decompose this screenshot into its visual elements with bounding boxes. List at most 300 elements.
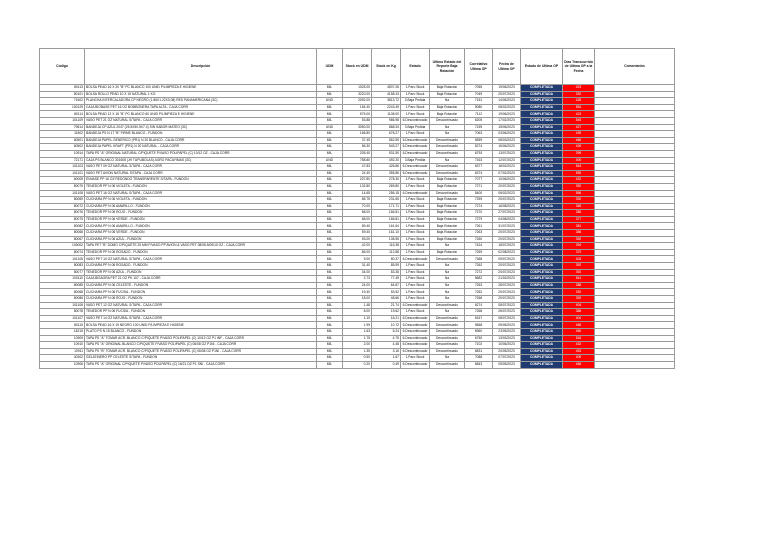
cell-codigo[interactable]: 80115 bbox=[40, 322, 85, 329]
cell-correlativo[interactable]: 7270 bbox=[465, 210, 493, 217]
cell-descripcion[interactable]: TENEDOR PP N 06 AZUL - FUNDON bbox=[85, 269, 317, 276]
cell-correlativo[interactable]: 6750 bbox=[465, 335, 493, 342]
cell-descripcion[interactable]: VASO PET 10 OZ NATURAL S/TAPA - CAJA CORR bbox=[85, 256, 317, 263]
cell-udm[interactable]: MIL bbox=[317, 203, 343, 210]
cell-ultimo-estado[interactable]: Baja Rotación bbox=[430, 236, 465, 243]
cell-codigo[interactable]: 80083 bbox=[40, 263, 85, 270]
cell-stock-kg[interactable]: 166.81 bbox=[372, 216, 401, 223]
cell-correlativo[interactable]: 6274 bbox=[465, 302, 493, 309]
cell-descripcion[interactable]: BOLSA PEAD 16 X 20 "B" PC BLANCO 100 UNID P/LIMPIEZA E HIGIENE bbox=[85, 85, 317, 92]
cell-ultimo-estado[interactable]: Na bbox=[430, 243, 465, 250]
cell-comentarios[interactable] bbox=[595, 144, 675, 151]
cell-codigo[interactable]: 80114 bbox=[40, 111, 85, 118]
cell-comentarios[interactable] bbox=[595, 256, 675, 263]
cell-codigo[interactable]: 100110 bbox=[40, 276, 85, 283]
cell-fecha-op[interactable]: 13/07/2023 bbox=[493, 150, 521, 157]
cell-stock-udm[interactable]: 2.73 bbox=[343, 276, 372, 283]
cell-dias[interactable]: 466 bbox=[563, 137, 595, 144]
cell-ultimo-estado[interactable]: Descontinuado bbox=[430, 322, 465, 329]
cell-comentarios[interactable] bbox=[595, 150, 675, 157]
cell-stock-udm[interactable]: 24.00 bbox=[343, 282, 372, 289]
cell-stock-kg[interactable]: 1.67 bbox=[372, 355, 401, 362]
cell-comentarios[interactable] bbox=[595, 157, 675, 164]
cell-fecha-op[interactable]: 20/07/2023 bbox=[493, 230, 521, 237]
cell-descripcion[interactable]: CUCHARA PP N 06 AMARILLO - FUNDON bbox=[85, 223, 317, 230]
cell-ultimo-estado[interactable]: Baja Rotación bbox=[430, 85, 465, 92]
cell-correlativo[interactable]: 6831 bbox=[465, 348, 493, 355]
cell-estado-op[interactable]: COMPLETADA bbox=[521, 177, 563, 184]
cell-estado-op[interactable]: COMPLETADA bbox=[521, 309, 563, 316]
cell-comentarios[interactable] bbox=[595, 98, 675, 105]
cell-comentarios[interactable] bbox=[595, 296, 675, 303]
cell-ultimo-estado[interactable]: Descontinuado bbox=[430, 150, 465, 157]
cell-dias[interactable]: 386 bbox=[563, 309, 595, 316]
cell-codigo[interactable]: 79614 bbox=[40, 124, 85, 131]
cell-fecha-op[interactable]: 20/07/2023 bbox=[493, 296, 521, 303]
cell-fecha-op[interactable]: 19/06/2023 bbox=[493, 85, 521, 92]
cell-fecha-op[interactable]: 02/08/2023 bbox=[493, 249, 521, 256]
cell-comentarios[interactable] bbox=[595, 342, 675, 349]
cell-estado[interactable]: 3.Baja Pedida bbox=[401, 98, 430, 105]
cell-dias[interactable]: 403 bbox=[563, 256, 595, 263]
cell-comentarios[interactable] bbox=[595, 289, 675, 296]
cell-dias[interactable]: 541 bbox=[563, 276, 595, 283]
cell-estado-op[interactable]: COMPLETADA bbox=[521, 355, 563, 362]
cell-dias[interactable]: 404 bbox=[563, 315, 595, 322]
cell-estado-op[interactable]: COMPLETADA bbox=[521, 124, 563, 131]
cell-udm[interactable]: MIL bbox=[317, 282, 343, 289]
cell-descripcion[interactable]: TAPA PET "B" DOMO C/PIQUETE 25 MM P/VASO PP AVION & VASO PET 08/08.5/09/10 OZ - CAJA CORR bbox=[85, 243, 317, 250]
cell-codigo[interactable]: 80082 bbox=[40, 223, 85, 230]
cell-codigo[interactable]: 103002 bbox=[40, 243, 85, 250]
cell-estado-op[interactable]: COMPLETADA bbox=[521, 328, 563, 335]
cell-estado[interactable]: 3.Baja Pedida bbox=[401, 157, 430, 164]
cell-stock-udm[interactable]: 47.83 bbox=[343, 164, 372, 171]
cell-stock-kg[interactable]: 135.55 bbox=[372, 236, 401, 243]
cell-descripcion[interactable]: BANDEJA PAPEL GENERICO (PR1) N 20 BLANCO - CAJA CORR bbox=[85, 137, 317, 144]
cell-ultimo-estado[interactable]: Descontinuado bbox=[430, 117, 465, 124]
cell-stock-kg[interactable]: 4.48 bbox=[372, 342, 401, 349]
cell-estado[interactable]: 1.Paro Stock bbox=[401, 223, 430, 230]
header-correlativo[interactable]: Correlativo Ultima OP bbox=[465, 49, 493, 85]
cell-comentarios[interactable] bbox=[595, 177, 675, 184]
cell-correlativo[interactable]: 7272 bbox=[465, 269, 493, 276]
cell-udm[interactable]: MIL bbox=[317, 269, 343, 276]
cell-estado[interactable]: 1.Paro Stock bbox=[401, 177, 430, 184]
cell-ultimo-estado[interactable]: Baja Rotación bbox=[430, 111, 465, 118]
cell-stock-udm[interactable]: 3220.00 bbox=[343, 91, 372, 98]
cell-stock-udm[interactable]: 166.80 bbox=[343, 131, 372, 138]
cell-stock-udm[interactable]: 154.40 bbox=[343, 104, 372, 111]
cell-stock-udm[interactable]: 53.00 bbox=[343, 236, 372, 243]
cell-estado[interactable]: 1.Paro Stock bbox=[401, 216, 430, 223]
cell-estado-op[interactable]: COMPLETADA bbox=[521, 203, 563, 210]
cell-estado-op[interactable]: COMPLETADA bbox=[521, 137, 563, 144]
cell-udm[interactable]: MIL bbox=[317, 361, 343, 368]
cell-estado[interactable]: 1.Paro Stock bbox=[401, 210, 430, 217]
cell-fecha-op[interactable]: 20/07/2023 bbox=[493, 269, 521, 276]
cell-correlativo[interactable]: 7049 bbox=[465, 91, 493, 98]
cell-correlativo[interactable]: 7274 bbox=[465, 203, 493, 210]
header-ultimo-estado[interactable]: Ultimo Estado del Reporte Baja Rotación bbox=[430, 49, 465, 85]
cell-stock-kg[interactable]: 986.98 bbox=[372, 117, 401, 124]
cell-dias[interactable]: 554 bbox=[563, 104, 595, 111]
cell-correlativo[interactable]: 7424 bbox=[465, 243, 493, 250]
cell-stock-kg[interactable]: 678.27 bbox=[372, 131, 401, 138]
cell-stock-udm[interactable]: 1.63 bbox=[343, 328, 372, 335]
header-udm[interactable]: UDM bbox=[317, 49, 343, 85]
cell-correlativo[interactable]: 5274 bbox=[465, 144, 493, 151]
cell-estado-op[interactable]: COMPLETADA bbox=[521, 223, 563, 230]
cell-stock-kg[interactable]: 85.59 bbox=[372, 263, 401, 270]
cell-estado[interactable]: 6.Descontinuado bbox=[401, 137, 430, 144]
cell-stock-udm[interactable]: 31.40 bbox=[343, 263, 372, 270]
cell-descripcion[interactable]: BANDEJA PS N 17 "B" FIRME BLANCO - FUNDON bbox=[85, 131, 317, 138]
cell-udm[interactable]: MIL bbox=[317, 144, 343, 151]
cell-codigo[interactable]: 10909 bbox=[40, 335, 85, 342]
cell-dias[interactable]: 545 bbox=[563, 117, 595, 124]
cell-udm[interactable]: MIL bbox=[317, 216, 343, 223]
cell-codigo[interactable]: 80067 bbox=[40, 236, 85, 243]
cell-udm[interactable]: MIL bbox=[317, 190, 343, 197]
cell-udm[interactable]: MIL bbox=[317, 315, 343, 322]
cell-fecha-op[interactable]: 12/07/2023 bbox=[493, 157, 521, 164]
cell-fecha-op[interactable]: 08/07/2023 bbox=[493, 315, 521, 322]
cell-stock-kg[interactable]: 112.88 bbox=[372, 249, 401, 256]
cell-stock-udm[interactable]: 56.30 bbox=[343, 144, 372, 151]
cell-correlativo[interactable]: 7269 bbox=[465, 249, 493, 256]
cell-stock-udm[interactable]: 1.99 bbox=[343, 322, 372, 329]
cell-dias[interactable]: 432 bbox=[563, 177, 595, 184]
cell-codigo[interactable]: 60005 bbox=[40, 177, 85, 184]
cell-stock-kg[interactable]: 231.65 bbox=[372, 197, 401, 204]
cell-stock-udm[interactable]: 37.45 bbox=[343, 137, 372, 144]
cell-estado-op[interactable]: COMPLETADA bbox=[521, 289, 563, 296]
cell-udm[interactable]: MIL bbox=[317, 335, 343, 342]
cell-descripcion[interactable]: CUCHARA PP N 06 FUCSIA - FUNDON bbox=[85, 289, 317, 296]
cell-correlativo[interactable]: 7112 bbox=[465, 111, 493, 118]
cell-stock-udm[interactable]: 1025.00 bbox=[343, 85, 372, 92]
cell-stock-kg[interactable]: 21.74 bbox=[372, 302, 401, 309]
cell-descripcion[interactable]: ENVASE PP 16 OZ REDONDO TRANSPARENTE S/TAPA - FUNDON bbox=[85, 177, 317, 184]
cell-ultimo-estado[interactable]: Na bbox=[430, 309, 465, 316]
cell-estado-op[interactable]: COMPLETADA bbox=[521, 315, 563, 322]
cell-correlativo[interactable]: 6167 bbox=[465, 315, 493, 322]
cell-stock-kg[interactable]: 868.34 bbox=[372, 124, 401, 131]
cell-stock-kg[interactable]: 531.50 bbox=[372, 150, 401, 157]
cell-estado[interactable]: 1.Paro Stock bbox=[401, 91, 430, 98]
cell-estado[interactable]: 6.Descontinuado bbox=[401, 302, 430, 309]
cell-descripcion[interactable]: TENEDOR PP N 06 ROSADO - FUNDON bbox=[85, 249, 317, 256]
cell-descripcion[interactable]: CAJA BISAGRA PET 21 OZ PK 107 - CAJA CORR bbox=[85, 276, 317, 283]
cell-comentarios[interactable] bbox=[595, 335, 675, 342]
cell-udm[interactable]: MIL bbox=[317, 111, 343, 118]
cell-stock-kg[interactable]: 562.55 bbox=[372, 137, 401, 144]
cell-estado[interactable]: 6.Descontinuado bbox=[401, 150, 430, 157]
cell-dias[interactable]: 468 bbox=[563, 361, 595, 368]
cell-udm[interactable]: MIL bbox=[317, 276, 343, 283]
cell-estado-op[interactable]: COMPLETADA bbox=[521, 348, 563, 355]
cell-estado-op[interactable]: COMPLETADA bbox=[521, 183, 563, 190]
cell-dias[interactable]: 381 bbox=[563, 223, 595, 230]
cell-estado-op[interactable]: COMPLETADA bbox=[521, 117, 563, 124]
cell-udm[interactable]: MIL bbox=[317, 230, 343, 237]
cell-correlativo[interactable]: 7063 bbox=[465, 131, 493, 138]
cell-udm[interactable]: MIL bbox=[317, 117, 343, 124]
cell-dias[interactable]: 392 bbox=[563, 263, 595, 270]
cell-estado[interactable]: 1.Paro Stock bbox=[401, 236, 430, 243]
cell-comentarios[interactable] bbox=[595, 223, 675, 230]
cell-ultimo-estado[interactable]: Na bbox=[430, 157, 465, 164]
cell-correlativo[interactable]: 7163 bbox=[465, 157, 493, 164]
cell-codigo[interactable]: 101103 bbox=[40, 164, 85, 171]
cell-udm[interactable]: MIL bbox=[317, 302, 343, 309]
cell-udm[interactable]: MIL bbox=[317, 348, 343, 355]
cell-stock-kg[interactable]: 5.24 bbox=[372, 328, 401, 335]
cell-correlativo[interactable]: 7077 bbox=[465, 177, 493, 184]
cell-codigo[interactable]: 40302 bbox=[40, 355, 85, 362]
cell-codigo[interactable]: 80074 bbox=[40, 249, 85, 256]
cell-comentarios[interactable] bbox=[595, 111, 675, 118]
cell-stock-kg[interactable]: 77.49 bbox=[372, 276, 401, 283]
cell-comentarios[interactable] bbox=[595, 137, 675, 144]
cell-estado-op[interactable]: COMPLETADA bbox=[521, 296, 563, 303]
cell-comentarios[interactable] bbox=[595, 117, 675, 124]
cell-ultimo-estado[interactable]: Na bbox=[430, 263, 465, 270]
cell-stock-kg[interactable]: 3813.72 bbox=[372, 98, 401, 105]
cell-dias[interactable]: 516 bbox=[563, 335, 595, 342]
cell-comentarios[interactable] bbox=[595, 85, 675, 92]
cell-ultimo-estado[interactable]: Na bbox=[430, 296, 465, 303]
cell-correlativo[interactable]: 6205 bbox=[465, 117, 493, 124]
cell-codigo[interactable]: 60502 bbox=[40, 144, 85, 151]
cell-comentarios[interactable] bbox=[595, 348, 675, 355]
cell-fecha-op[interactable]: 10/06/2023 bbox=[493, 177, 521, 184]
cell-ultimo-estado[interactable]: Descontinuado bbox=[430, 170, 465, 177]
cell-descripcion[interactable]: CUCHARA PP N 06 ROJO - FUNDON bbox=[85, 296, 317, 303]
cell-stock-udm[interactable]: 758.80 bbox=[343, 157, 372, 164]
cell-estado[interactable]: 1.Paro Stock bbox=[401, 243, 430, 250]
cell-descripcion[interactable]: BOLSA PEAD 12 X 16 "B" PC BLANCO 60 UNID P/LIMPIEZA E HIGIENE bbox=[85, 111, 317, 118]
header-stock-kg[interactable]: Stock en Kg bbox=[372, 49, 401, 85]
cell-estado-op[interactable]: COMPLETADA bbox=[521, 216, 563, 223]
cell-dias[interactable]: 468 bbox=[563, 322, 595, 329]
cell-descripcion[interactable]: VASO PET 12 OZ NATURAL S/TAPA - CAJA CORR bbox=[85, 302, 317, 309]
cell-dias[interactable]: 428 bbox=[563, 98, 595, 105]
cell-fecha-op[interactable]: 23/05/2023 bbox=[493, 328, 521, 335]
cell-udm[interactable]: MIL bbox=[317, 177, 343, 184]
cell-dias[interactable]: 392 bbox=[563, 197, 595, 204]
cell-udm[interactable]: MIL bbox=[317, 322, 343, 329]
cell-fecha-op[interactable]: 03/06/2023 bbox=[493, 131, 521, 138]
header-codigo[interactable]: Código bbox=[40, 49, 85, 85]
cell-stock-kg[interactable]: 355.86 bbox=[372, 170, 401, 177]
cell-ultimo-estado[interactable]: Descontinuado bbox=[430, 361, 465, 368]
cell-descripcion[interactable]: PLATO PS N 15 BLANCO - FUNDON bbox=[85, 328, 317, 335]
cell-estado-op[interactable]: COMPLETADA bbox=[521, 157, 563, 164]
cell-correlativo[interactable]: 7262 bbox=[465, 263, 493, 270]
cell-stock-kg[interactable]: 161.64 bbox=[372, 223, 401, 230]
cell-estado-op[interactable]: COMPLETADA bbox=[521, 302, 563, 309]
cell-estado[interactable]: 1.Paro Stock bbox=[401, 85, 430, 92]
cell-estado-op[interactable]: COMPLETADA bbox=[521, 342, 563, 349]
cell-dias[interactable]: 394 bbox=[563, 243, 595, 250]
cell-udm[interactable]: UND bbox=[317, 124, 343, 131]
cell-dias[interactable]: 385 bbox=[563, 210, 595, 217]
cell-ultimo-estado[interactable]: Baja Rotación bbox=[430, 91, 465, 98]
cell-codigo[interactable]: 72171 bbox=[40, 157, 85, 164]
header-comentarios[interactable]: Comentarios bbox=[595, 49, 675, 85]
cell-codigo[interactable]: 18219 bbox=[40, 328, 85, 335]
cell-correlativo[interactable]: 5682 bbox=[465, 276, 493, 283]
cell-udm[interactable]: MIL bbox=[317, 256, 343, 263]
cell-correlativo[interactable]: 7102 bbox=[465, 342, 493, 349]
cell-stock-kg[interactable]: 10.72 bbox=[372, 322, 401, 329]
cell-udm[interactable]: MIL bbox=[317, 210, 343, 217]
cell-descripcion[interactable]: TAPA PS "A" TOMAR ACR. BLANCO C/PIQUETE P/VASO POLIPAPEL (C) 10/12 OZ P1 INF - CAJA CORR bbox=[85, 335, 317, 342]
cell-estado[interactable]: 6.Descontinuado bbox=[401, 170, 430, 177]
cell-ultimo-estado[interactable]: Baja Rotación bbox=[430, 177, 465, 184]
cell-estado-op[interactable]: COMPLETADA bbox=[521, 256, 563, 263]
cell-estado-op[interactable]: COMPLETADA bbox=[521, 111, 563, 118]
cell-estado[interactable]: 1.Paro Stock bbox=[401, 197, 430, 204]
cell-fecha-op[interactable]: 20/07/2023 bbox=[493, 91, 521, 98]
cell-udm[interactable]: MIL bbox=[317, 263, 343, 270]
cell-correlativo[interactable]: 7088 bbox=[465, 355, 493, 362]
cell-descripcion[interactable]: BOLSA PEAD 16 X 19 NEGRO 100 UNID P/LIMPIEZA E HIGIENE bbox=[85, 322, 317, 329]
cell-ultimo-estado[interactable]: Baja Rotación bbox=[430, 223, 465, 230]
header-estado-op[interactable]: Estado de Ultima OP bbox=[521, 49, 563, 85]
cell-codigo[interactable]: 60501 bbox=[40, 137, 85, 144]
cell-stock-udm[interactable]: 1.48 bbox=[343, 302, 372, 309]
cell-codigo[interactable]: 80069 bbox=[40, 197, 85, 204]
cell-descripcion[interactable]: CUCHARA PP N 06 AZUL - FUNDON bbox=[85, 236, 317, 243]
cell-comentarios[interactable] bbox=[595, 216, 675, 223]
cell-dias[interactable]: 556 bbox=[563, 190, 595, 197]
cell-codigo[interactable]: 80068 bbox=[40, 289, 85, 296]
cell-stock-udm[interactable]: 68.00 bbox=[343, 216, 372, 223]
cell-codigo[interactable]: 80113 bbox=[40, 85, 85, 92]
cell-correlativo[interactable]: 6843 bbox=[465, 361, 493, 368]
cell-stock-udm[interactable]: 2092.00 bbox=[343, 98, 372, 105]
cell-ultimo-estado[interactable]: Baja Rotación bbox=[430, 104, 465, 111]
cell-stock-udm[interactable]: 575.00 bbox=[343, 111, 372, 118]
cell-dias[interactable]: 392 bbox=[563, 91, 595, 98]
cell-ultimo-estado[interactable]: Baja Rotación bbox=[430, 203, 465, 210]
cell-descripcion[interactable]: CUCHARA PP N 06 AMARILLO - FUNDON bbox=[85, 203, 317, 210]
cell-ultimo-estado[interactable]: Na bbox=[430, 355, 465, 362]
cell-ultimo-estado[interactable]: Descontinuado bbox=[430, 328, 465, 335]
cell-dias[interactable]: 365 bbox=[563, 203, 595, 210]
cell-stock-udm[interactable]: 42.00 bbox=[343, 243, 372, 250]
cell-estado-op[interactable]: COMPLETADA bbox=[521, 276, 563, 283]
cell-estado-op[interactable]: COMPLETADA bbox=[521, 322, 563, 329]
cell-stock-udm[interactable]: 86.00 bbox=[343, 249, 372, 256]
cell-fecha-op[interactable]: 17/02/2023 bbox=[493, 117, 521, 124]
cell-fecha-op[interactable]: 13/03/2023 bbox=[493, 335, 521, 342]
cell-ultimo-estado[interactable]: Na bbox=[430, 269, 465, 276]
cell-dias[interactable]: 423 bbox=[563, 85, 595, 92]
cell-ultimo-estado[interactable]: Descontinuado bbox=[430, 144, 465, 151]
cell-stock-kg[interactable]: 116.38 bbox=[372, 243, 401, 250]
cell-correlativo[interactable]: 6793 bbox=[465, 150, 493, 157]
cell-estado[interactable]: 1.Paro Stock bbox=[401, 263, 430, 270]
cell-estado-op[interactable]: COMPLETADA bbox=[521, 210, 563, 217]
cell-estado[interactable]: 1.Paro Stock bbox=[401, 276, 430, 283]
cell-dias[interactable]: 555 bbox=[563, 170, 595, 177]
cell-comentarios[interactable] bbox=[595, 309, 675, 316]
cell-comentarios[interactable] bbox=[595, 322, 675, 329]
cell-udm[interactable]: MIL bbox=[317, 355, 343, 362]
cell-estado[interactable]: 1.Paro Stock bbox=[401, 249, 430, 256]
cell-fecha-op[interactable]: 26/07/2023 bbox=[493, 309, 521, 316]
cell-estado[interactable]: 1.Paro Stock bbox=[401, 230, 430, 237]
cell-comentarios[interactable] bbox=[595, 164, 675, 171]
cell-descripcion[interactable]: TAPA PS "A" ORIGINAL NATURAL C/PIQUETE P/VASO POLIPAPEL (C) 10/12 OZ - CAJA CORR bbox=[85, 150, 317, 157]
cell-fecha-op[interactable]: 21/02/2023 bbox=[493, 276, 521, 283]
cell-udm[interactable]: MIL bbox=[317, 197, 343, 204]
cell-codigo[interactable]: 100129 bbox=[40, 104, 85, 111]
cell-comentarios[interactable] bbox=[595, 91, 675, 98]
cell-ultimo-estado[interactable]: Baja Rotación bbox=[430, 216, 465, 223]
cell-stock-udm[interactable]: 59.40 bbox=[343, 230, 372, 237]
cell-stock-kg[interactable]: 83.38 bbox=[372, 269, 401, 276]
cell-estado-op[interactable]: COMPLETADA bbox=[521, 361, 563, 368]
cell-stock-kg[interactable]: 19.62 bbox=[372, 309, 401, 316]
cell-estado[interactable]: 6.Descontinuado bbox=[401, 342, 430, 349]
cell-ultimo-estado[interactable]: Baja Rotación bbox=[430, 230, 465, 237]
cell-comentarios[interactable] bbox=[595, 328, 675, 335]
cell-fecha-op[interactable]: 09/07/2023 bbox=[493, 256, 521, 263]
cell-udm[interactable]: MIL bbox=[317, 85, 343, 92]
cell-codigo[interactable]: 101101 bbox=[40, 170, 85, 177]
cell-ultimo-estado[interactable]: Descontinuado bbox=[430, 335, 465, 342]
cell-dias[interactable]: 379 bbox=[563, 249, 595, 256]
cell-estado[interactable]: 6.Descontinuado bbox=[401, 117, 430, 124]
cell-stock-udm[interactable]: 70.00 bbox=[343, 203, 372, 210]
cell-fecha-op[interactable]: 07/02/2023 bbox=[493, 170, 521, 177]
cell-udm[interactable]: MIL bbox=[317, 236, 343, 243]
cell-stock-kg[interactable]: 545.27 bbox=[372, 144, 401, 151]
cell-dias[interactable]: 423 bbox=[563, 111, 595, 118]
cell-ultimo-estado[interactable]: Na bbox=[430, 131, 465, 138]
cell-dias[interactable]: 405 bbox=[563, 355, 595, 362]
cell-udm[interactable]: MIL bbox=[317, 137, 343, 144]
cell-estado-op[interactable]: COMPLETADA bbox=[521, 131, 563, 138]
cell-comentarios[interactable] bbox=[595, 276, 675, 283]
cell-fecha-op[interactable]: 08/07/2023 bbox=[493, 302, 521, 309]
cell-estado-op[interactable]: COMPLETADA bbox=[521, 282, 563, 289]
cell-stock-kg[interactable]: 16.21 bbox=[372, 315, 401, 322]
cell-stock-kg[interactable]: 3.16 bbox=[372, 348, 401, 355]
cell-dias[interactable]: 427 bbox=[563, 124, 595, 131]
cell-codigo[interactable]: 10910 bbox=[40, 342, 85, 349]
cell-udm[interactable]: MIL bbox=[317, 150, 343, 157]
cell-estado[interactable]: 1.Paro Stock bbox=[401, 203, 430, 210]
cell-ultimo-estado[interactable]: Descontinuado bbox=[430, 302, 465, 309]
cell-descripcion[interactable]: CUCHARA PP N 06 VIOLETA - FUNDON bbox=[85, 197, 317, 204]
cell-descripcion[interactable]: CUCHARA PP N 06 ROSADO - FUNDON bbox=[85, 263, 317, 270]
cell-comentarios[interactable] bbox=[595, 190, 675, 197]
cell-udm[interactable]: UND bbox=[317, 157, 343, 164]
cell-stock-kg[interactable]: 492.20 bbox=[372, 157, 401, 164]
cell-fecha-op[interactable]: 15/06/2023 bbox=[493, 124, 521, 131]
cell-dias[interactable]: 399 bbox=[563, 150, 595, 157]
cell-ultimo-estado[interactable]: Baja Rotación bbox=[430, 197, 465, 204]
cell-descripcion[interactable]: GELATINERO PP CELESTE S/TAPA - FUNDON bbox=[85, 355, 317, 362]
cell-correlativo[interactable]: 7261 bbox=[465, 223, 493, 230]
cell-comentarios[interactable] bbox=[595, 203, 675, 210]
